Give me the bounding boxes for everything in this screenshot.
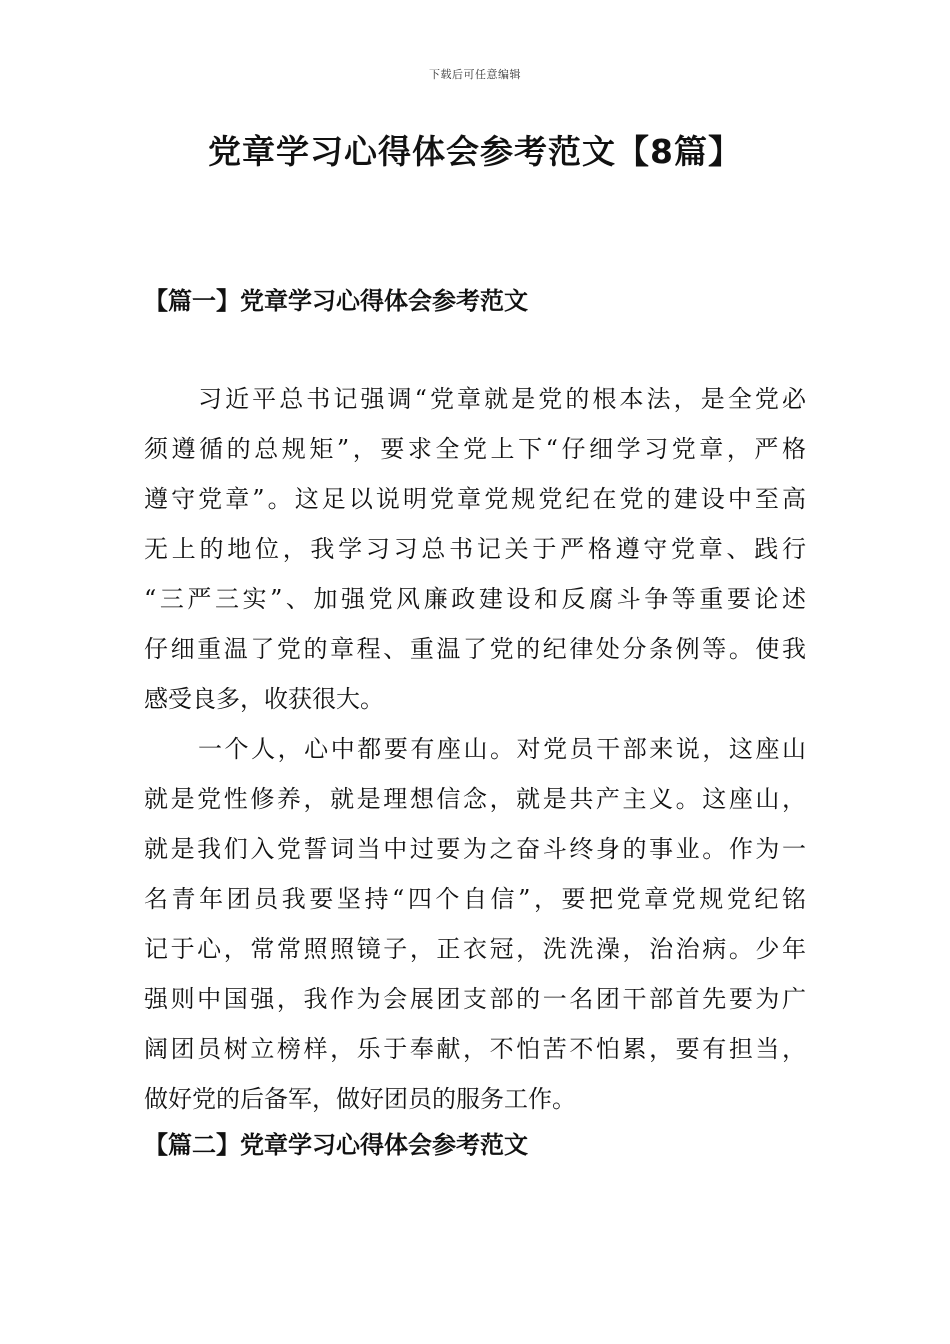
section-1-paragraph-2 — [144, 724, 806, 1124]
paragraph-line: “三严三实”、加强党风廉政建设和反腐斗争等重要论述 — [144, 585, 806, 613]
paragraph-line: 无上的地位，我学习习总书记关于严格遵守党章、践行 — [144, 535, 806, 563]
paragraph-line: 强则中国强，我作为会展团支部的一名团干部首先要为广 — [144, 985, 806, 1013]
paragraph-line: 记于心，常常照照镜子，正衣冠，洗洗澡，治治病。少年 — [144, 935, 806, 963]
paragraph-line: 就是党性修养，就是理想信念，就是共产主义。这座山， — [144, 785, 806, 813]
paragraph-line: 就是我们入党誓词当中过要为之奋斗终身的事业。作为一 — [144, 835, 806, 863]
paragraph-line: 感受良多，收获很大。 — [144, 685, 384, 713]
paragraph-line: 须遵循的总规矩”，要求全党上下“仔细学习党章，严格 — [144, 435, 806, 463]
section-heading-1: 【篇一】党章学习心得体会参考范文 — [144, 286, 528, 315]
section-heading-2: 【篇二】党章学习心得体会参考范文 — [144, 1130, 528, 1159]
paragraph-line: 做好党的后备军，做好团员的服务工作。 — [144, 1085, 576, 1113]
paragraph-line: 阔团员树立榜样，乐于奉献，不怕苦不怕累，要有担当， — [144, 1035, 806, 1063]
paragraph-line: 名青年团员我要坚持“四个自信”，要把党章党规党纪铭 — [144, 885, 806, 913]
paragraph-line: 遵守党章”。这足以说明党章党规党纪在党的建设中至高 — [144, 485, 806, 513]
section-1-paragraph-1 — [144, 374, 806, 724]
paragraph-line: 习近平总书记强调“党章就是党的根本法，是全党必 — [198, 385, 806, 413]
document-title: 党章学习心得体会参考范文【8篇】 — [208, 132, 742, 171]
paragraph-line: 仔细重温了党的章程、重温了党的纪律处分条例等。使我 — [144, 635, 806, 663]
paragraph-line: 一个人，心中都要有座山。对党员干部来说，这座山 — [198, 735, 806, 763]
header-note: 下载后可任意编辑 — [429, 68, 521, 81]
